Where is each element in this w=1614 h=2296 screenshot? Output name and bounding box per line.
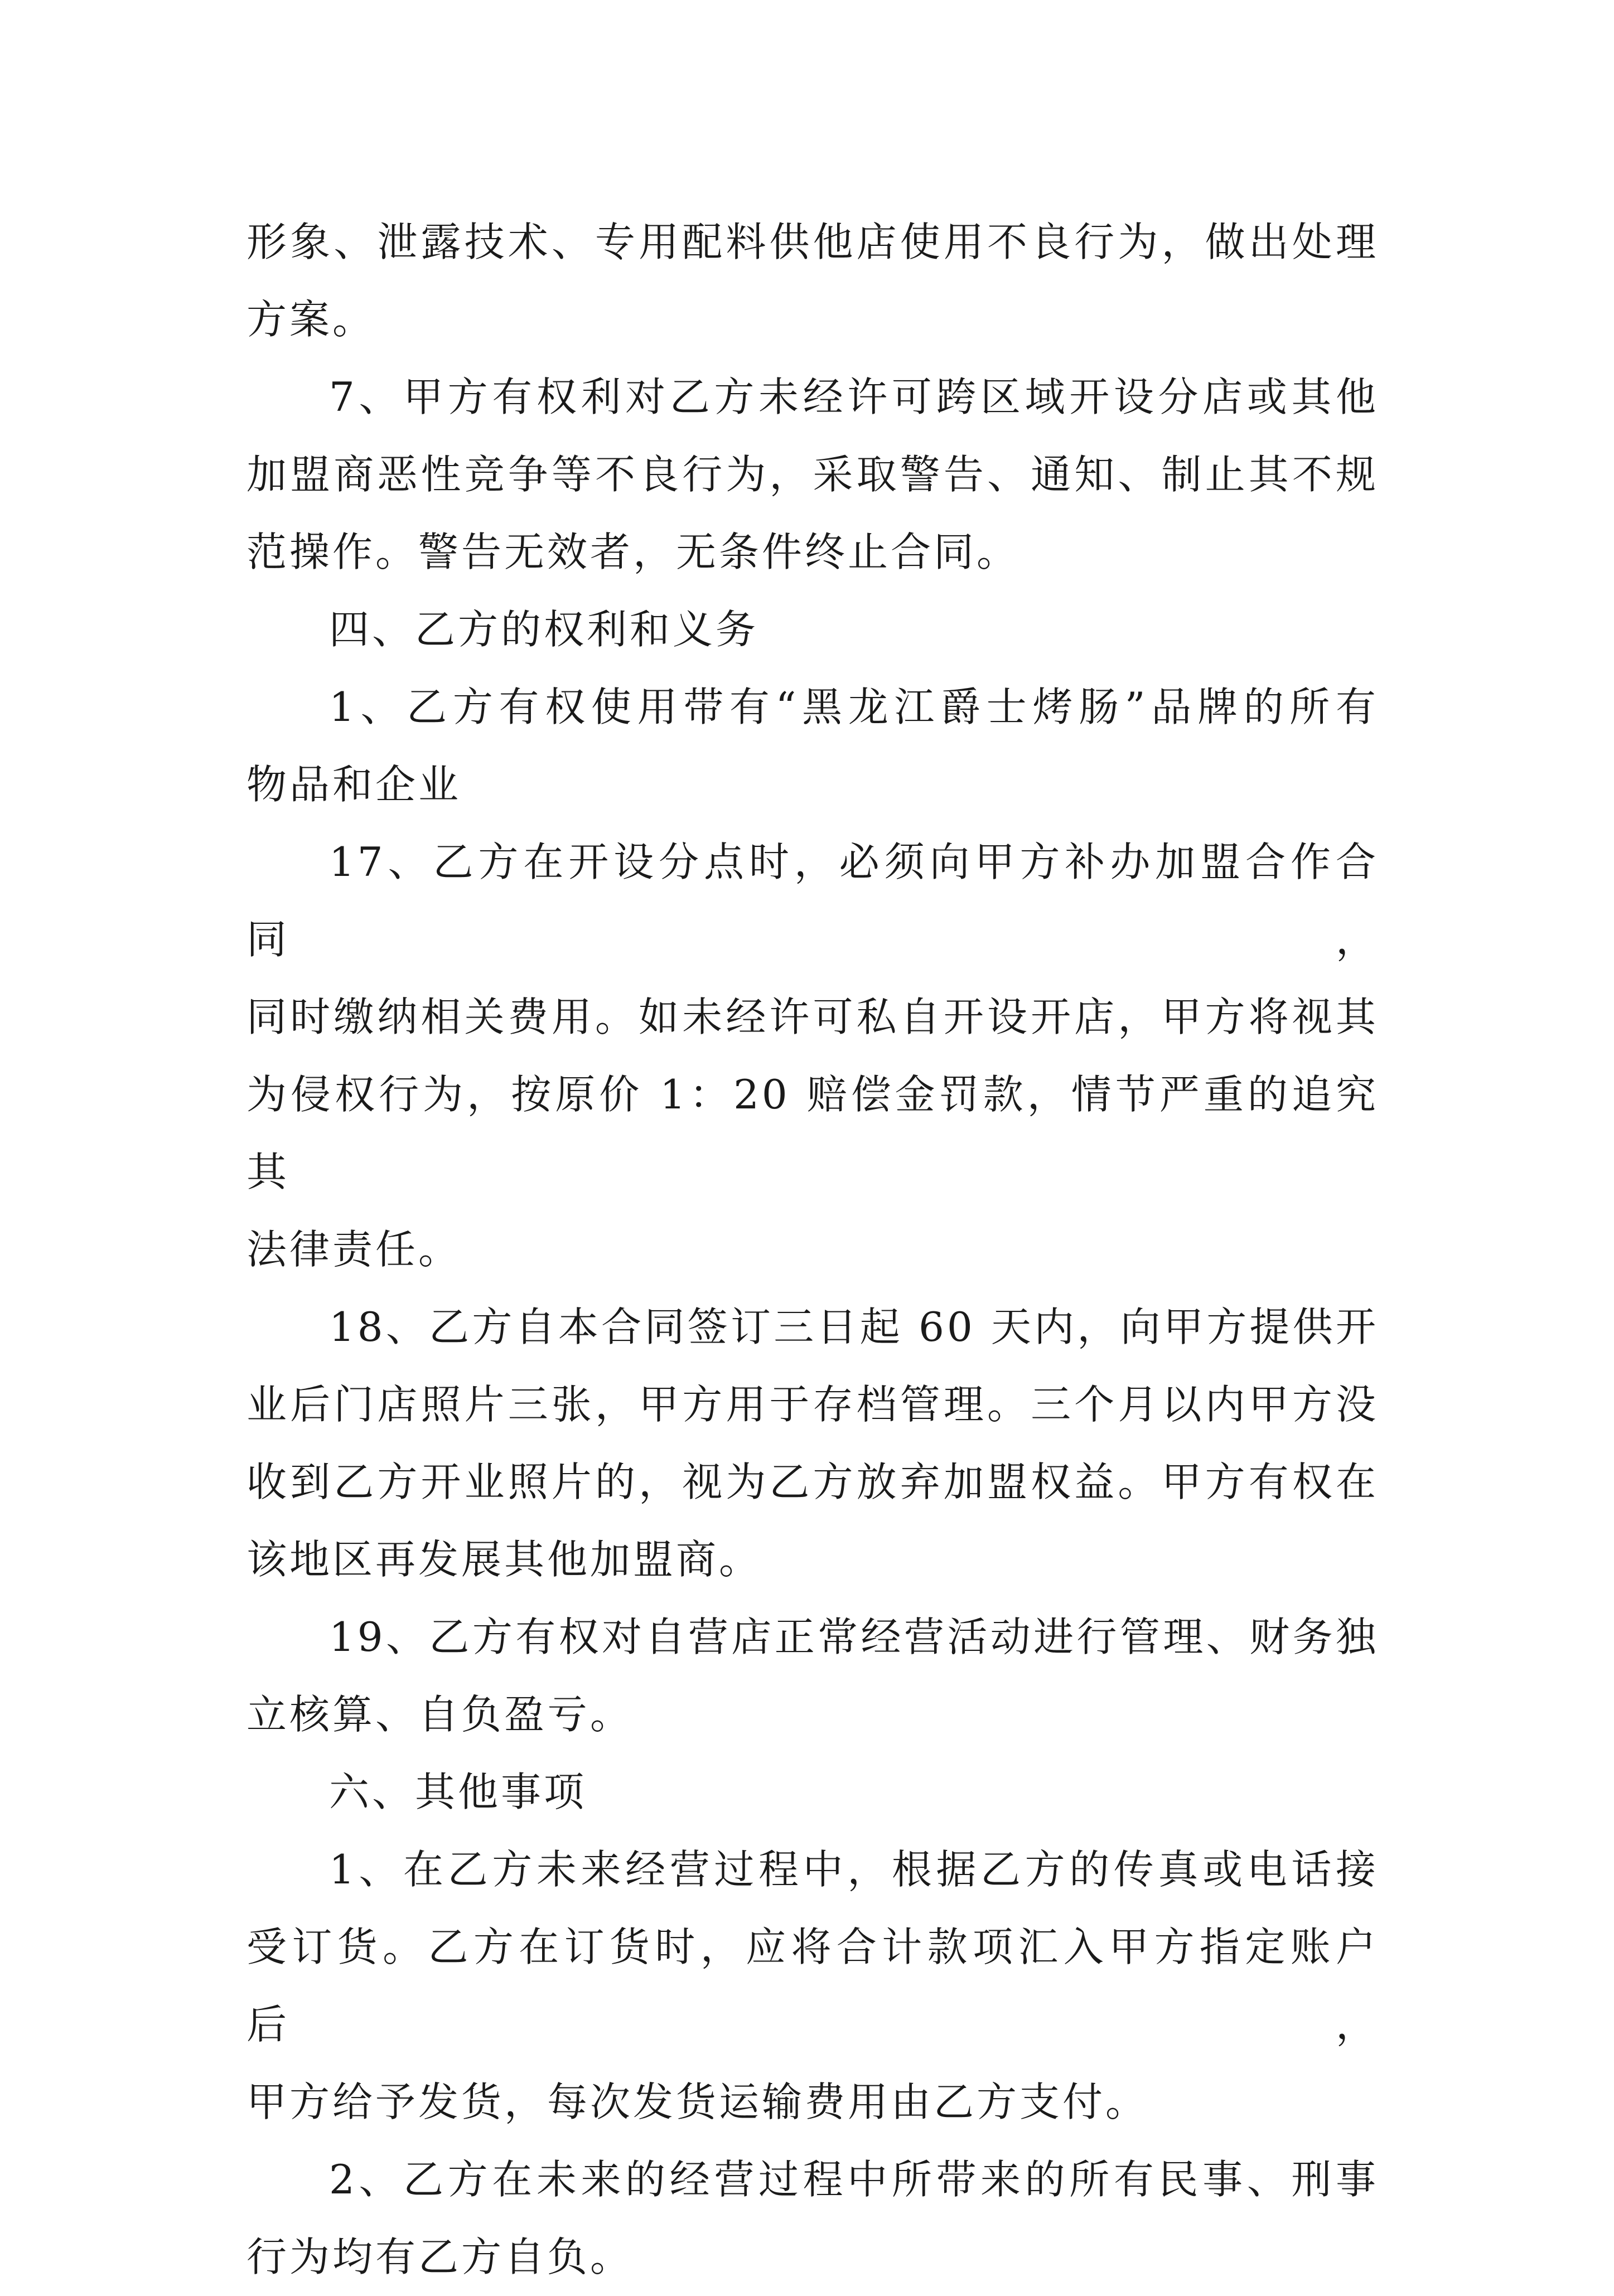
paragraph-0	[247, 204, 1379, 359]
text-line: 18、乙方自本合同签订三日起 60 天内，向甲方提供开	[329, 1304, 1379, 1350]
text-line: 19、乙方有权对自营店正常经营活动进行管理、财务独	[329, 1614, 1379, 1660]
text-line: 为侵权行为，按原价 1：20 赔偿金罚款，情节严重的追究其	[247, 1071, 1379, 1195]
text-line: 2、乙方在未来的经营过程中所带来的所有民事、刑事	[329, 2156, 1379, 2203]
text-line: 该地区再发展其他加盟商。	[247, 1536, 762, 1583]
text-line: 同时缴纳相关费用。如未经许可私自开设开店，甲方将视其	[247, 994, 1379, 1040]
text-line: 1、乙方有权使用带有“黑龙江爵士烤肠”品牌的所有	[329, 684, 1379, 730]
text-line: 业后门店照片三张，甲方用于存档管理。三个月以内甲方没	[247, 1381, 1379, 1428]
paragraph-1	[247, 359, 1379, 591]
text-line: 7、甲方有权利对乙方未经许可跨区域开设分店或其他	[329, 374, 1379, 420]
text-line: 17、乙方在开设分点时，必须向甲方补办加盟合作合同，	[247, 839, 1379, 963]
text-line: 方案。	[247, 296, 376, 343]
text-line: 法律责任。	[247, 1226, 462, 1273]
section-heading-rights-obligations	[247, 591, 1379, 669]
text-line: 行为均有乙方自负。	[247, 2234, 634, 2280]
text-line: 物品和企业	[247, 761, 462, 808]
paragraph-8	[247, 1831, 1379, 2141]
text-line: 加盟商恶性竞争等不良行为，采取警告、通知、制止其不规	[247, 451, 1379, 498]
text-line: 形象、泄露技术、专用配料供他店使用不良行为，做出处理	[247, 219, 1379, 265]
document-body	[247, 204, 1379, 2296]
paragraph-5	[247, 1289, 1379, 1599]
text-line: 受订货。乙方在订货时，应将合计款项汇入甲方指定账户后，	[247, 1924, 1379, 2048]
paragraph-6	[247, 1599, 1379, 1754]
paragraph-9	[247, 2141, 1379, 2296]
text-line: 范操作。警告无效者，无条件终止合同。	[247, 529, 1020, 575]
text-line: 1、在乙方未来经营过程中，根据乙方的传真或电话接	[329, 1846, 1379, 1893]
paragraph-3	[247, 669, 1379, 824]
text-line: 甲方给予发货，每次发货运输费用由乙方支付。	[247, 2079, 1149, 2125]
section-heading: 六、其他事项	[329, 1769, 587, 1815]
paragraph-4	[247, 824, 1379, 1289]
text-line: 立核算、自负盈亏。	[247, 1691, 634, 1738]
section-heading-other-matters	[247, 1754, 1379, 1831]
text-line: 收到乙方开业照片的，视为乙方放弃加盟权益。甲方有权在	[247, 1459, 1379, 1505]
section-heading: 四、乙方的权利和义务	[329, 606, 759, 653]
